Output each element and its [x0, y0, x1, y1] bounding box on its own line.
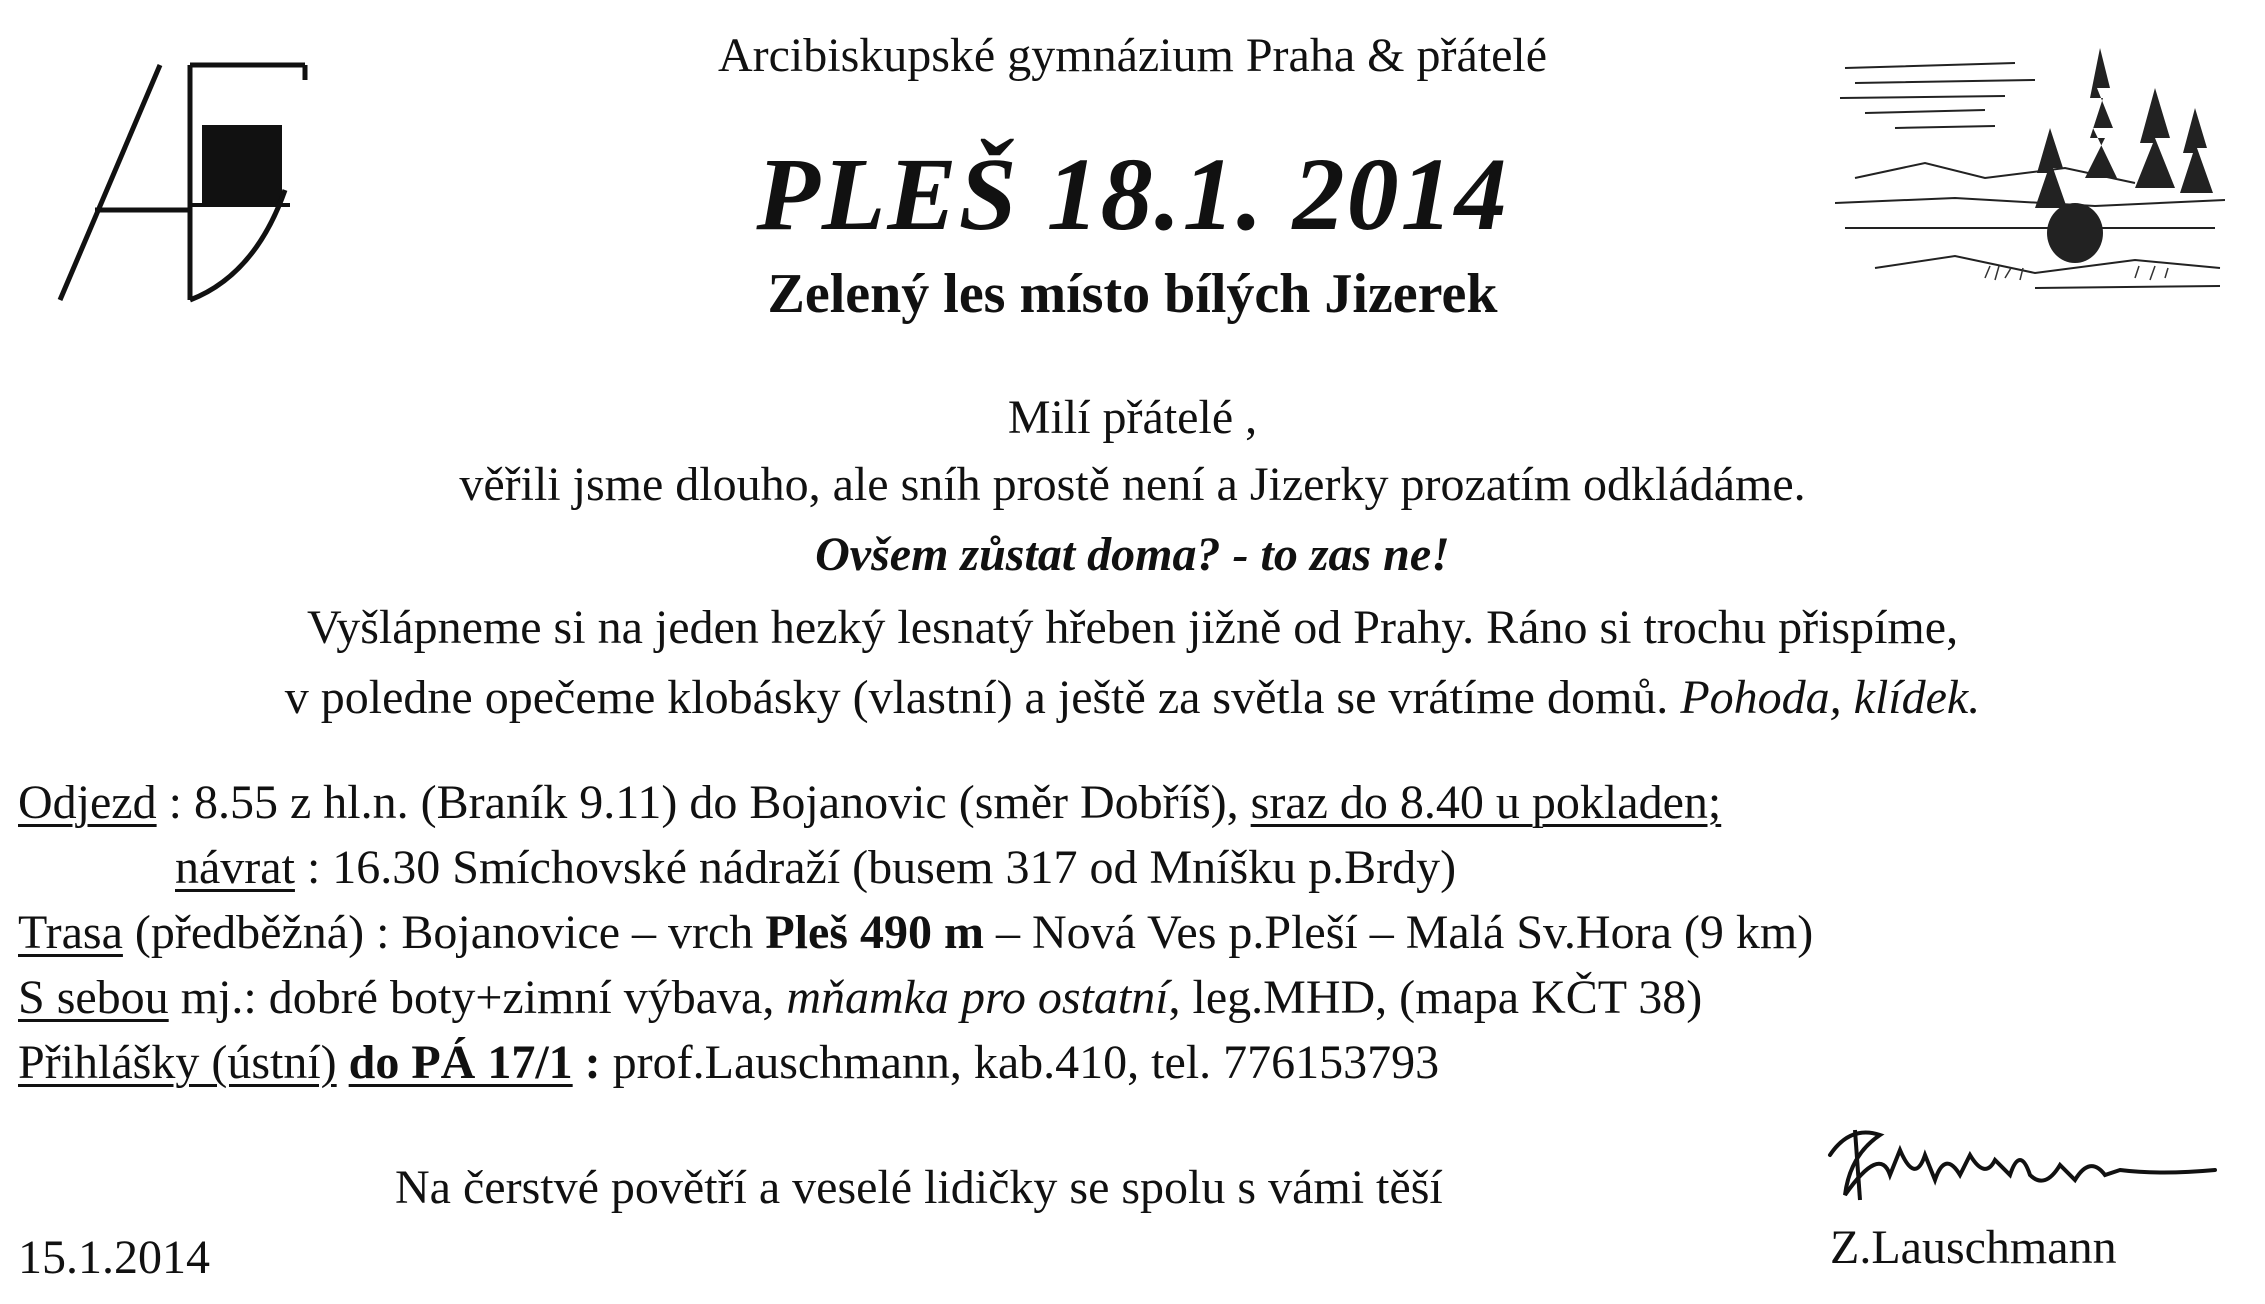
intro-line-3: Vyšlápneme si na jeden hezký lesnatý hřeben jižně od Prahy. Ráno si trochu přispíme, — [306, 601, 1959, 654]
registration-label: Přihlášky (ústní) — [18, 1036, 337, 1089]
intro-line-2: Ovšem zůstat doma? - to zas ne! — [815, 528, 1450, 581]
document-date: 15.1.2014 — [18, 1231, 210, 1284]
event-title: PLEŠ 18.1. 2014 — [756, 137, 1509, 252]
signature-name: Z.Lauschmann — [1830, 1221, 2117, 1274]
intro-line-4-italic: Pohoda, klídek. — [1680, 671, 1981, 724]
meeting-point: sraz do 8.40 u pokladen; — [1250, 776, 1722, 829]
greeting: Milí přátelé , — [1007, 391, 1258, 444]
intro-line-4-text: v poledne opečeme klobásky (vlastní) a ještě za světla se vrátíme domů. — [284, 671, 1669, 724]
return-row — [175, 840, 1456, 895]
organizer-line: Arcibiskupské gymnázium Praha & přátelé — [717, 29, 1548, 82]
route-row — [18, 905, 1813, 960]
departure-row — [18, 775, 1721, 830]
route-highlight: Pleš 490 m — [765, 906, 984, 959]
closing-line: Na čerstvé povětří a veselé lidičky se spolu s vámi těší — [395, 1161, 1443, 1214]
route-rest: – Nová Ves p.Pleší – Malá Sv.Hora (9 km) — [995, 906, 1814, 959]
bring-rest: , leg.MHD, (mapa KČT 38) — [1168, 971, 1703, 1024]
return-label: návrat — [175, 841, 295, 894]
registration-separator: : — [584, 1036, 601, 1089]
event-subtitle: Zelený les místo bílých Jizerek — [767, 263, 1498, 325]
registration-deadline: do PÁ 17/1 — [348, 1036, 573, 1089]
intro-line-4 — [0, 670, 2265, 725]
route-label: Trasa — [18, 906, 123, 959]
return-text: : 16.30 Smíchovské nádraží (busem 317 od Mníšku p.Brdy) — [306, 841, 1457, 894]
intro-line-1: věřili jsme dlouho, ale sníh prostě není a Jizerky prozatím odkládáme. — [459, 458, 1806, 511]
registration-contact: prof.Lauschmann, kab.410, tel. 776153793 — [612, 1036, 1440, 1089]
route-note: (předběžná) : Bojanovice – vrch — [134, 906, 754, 959]
registration-row — [18, 1035, 1439, 1090]
departure-label: Odjezd — [18, 776, 157, 829]
bring-label: S sebou — [18, 971, 169, 1024]
bring-text: mj.: dobré boty+zimní výbava, — [180, 971, 775, 1024]
bring-italic: mňamka pro ostatní — [786, 971, 1169, 1024]
departure-text: : 8.55 z hl.n. (Braník 9.11) do Bojanovic (směr Dobříš), — [168, 776, 1239, 829]
bring-row — [18, 970, 1702, 1025]
handwritten-signature — [1820, 1115, 2230, 1225]
